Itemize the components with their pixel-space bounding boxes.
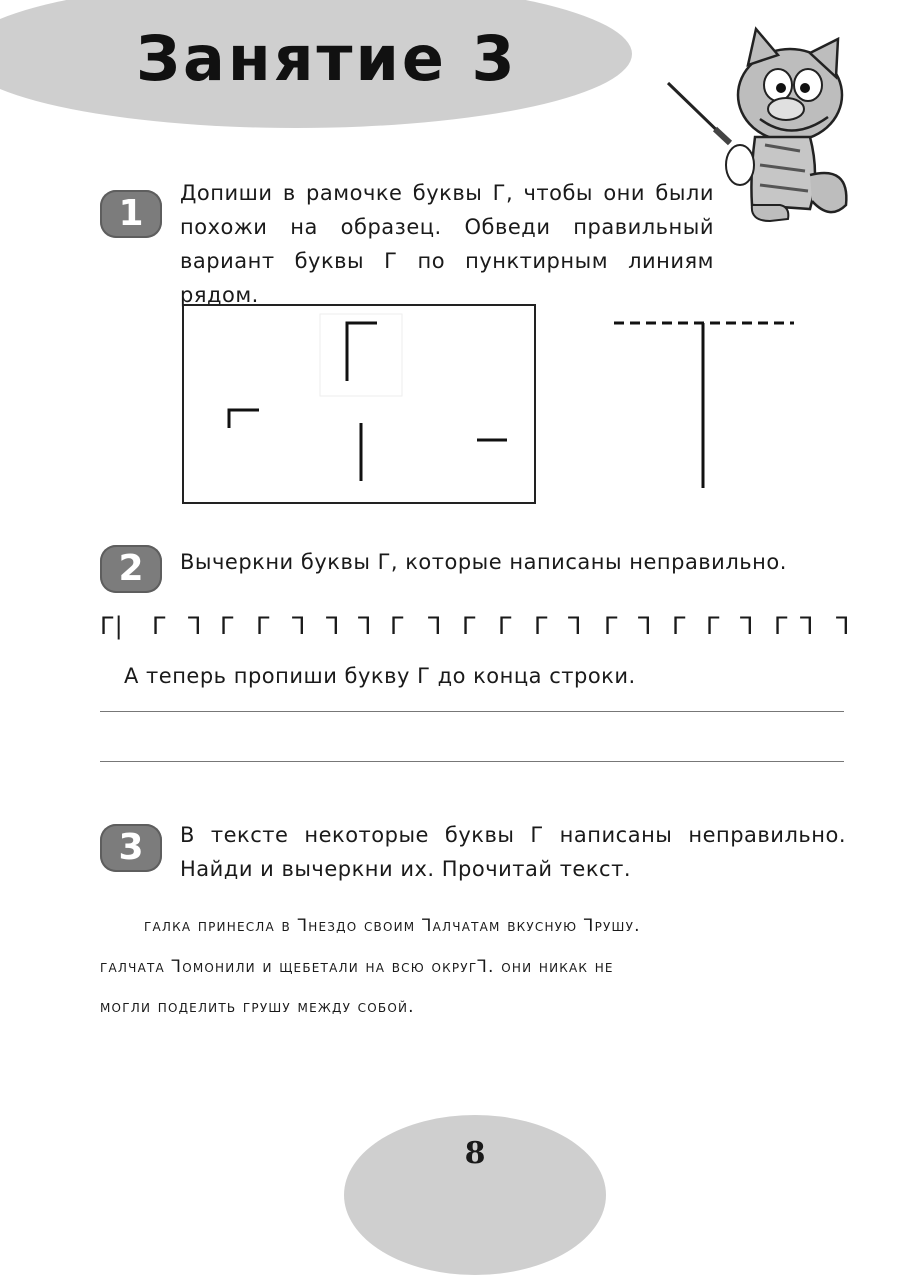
- letter-frame[interactable]: [182, 304, 536, 504]
- letter-item[interactable]: ꓶ: [568, 612, 582, 640]
- task-1-badge: 1: [100, 190, 162, 238]
- letter-item[interactable]: ꓶ: [800, 612, 814, 640]
- letter-fragments: [184, 306, 534, 502]
- task-2-text: Вычеркни буквы Г, которые написаны неправильно.: [180, 550, 787, 574]
- letter-item[interactable]: Г: [706, 612, 721, 640]
- task-3-badge: 3: [100, 824, 162, 872]
- letter-item[interactable]: Г: [498, 612, 513, 640]
- task-1-text: Допиши в рамочке буквы Г, чтобы они были похожи на образец. Обведи правильный вариант буквы Г по пунктирным линиям рядом.: [180, 181, 714, 307]
- task-2-follow-up: А теперь пропиши букву Г до конца строки.: [124, 664, 636, 688]
- letter-item[interactable]: ꓶ: [358, 612, 372, 640]
- letter-item[interactable]: ꓶ: [292, 612, 306, 640]
- letter-item[interactable]: ꓶ: [428, 612, 442, 640]
- letter-item[interactable]: Г: [672, 612, 687, 640]
- story-line: галчата ꓶомонили и щебетали на всю округꓶ. они никак не: [100, 957, 614, 977]
- task-2-badge: 2: [100, 545, 162, 593]
- letter-item[interactable]: Г|: [100, 612, 123, 640]
- letter-item[interactable]: Г: [604, 612, 619, 640]
- story-line: могли поделить грушу между собой.: [100, 997, 415, 1017]
- letter-item[interactable]: ꓶ: [326, 612, 340, 640]
- letter-item[interactable]: ꓶ: [836, 612, 850, 640]
- letter-item[interactable]: ꓶ: [740, 612, 754, 640]
- letters-row: [100, 612, 860, 642]
- letter-item[interactable]: Г: [152, 612, 167, 640]
- letter-item[interactable]: ꓶ: [188, 612, 202, 640]
- task-3-text: В тексте некоторые буквы Г написаны неправильно. Найди и вычеркни их. Прочитай текст.: [180, 823, 846, 881]
- writing-line[interactable]: [100, 711, 844, 712]
- writing-line[interactable]: [100, 761, 844, 762]
- page-number: 8: [464, 1136, 486, 1171]
- page-title: Занятие 3: [136, 22, 518, 95]
- letter-item[interactable]: Г: [256, 612, 271, 640]
- dashed-letter-template[interactable]: [610, 314, 800, 494]
- letter-item[interactable]: Г: [220, 612, 235, 640]
- letter-item[interactable]: Г: [462, 612, 477, 640]
- letter-item[interactable]: Г: [534, 612, 549, 640]
- letter-item[interactable]: ꓶ: [638, 612, 652, 640]
- letter-item[interactable]: Г: [774, 612, 789, 640]
- letter-item[interactable]: Г: [390, 612, 405, 640]
- story-line: галка принесла в ꓶнездо своим ꓶалчатам вкусную ꓶрушу.: [144, 916, 641, 936]
